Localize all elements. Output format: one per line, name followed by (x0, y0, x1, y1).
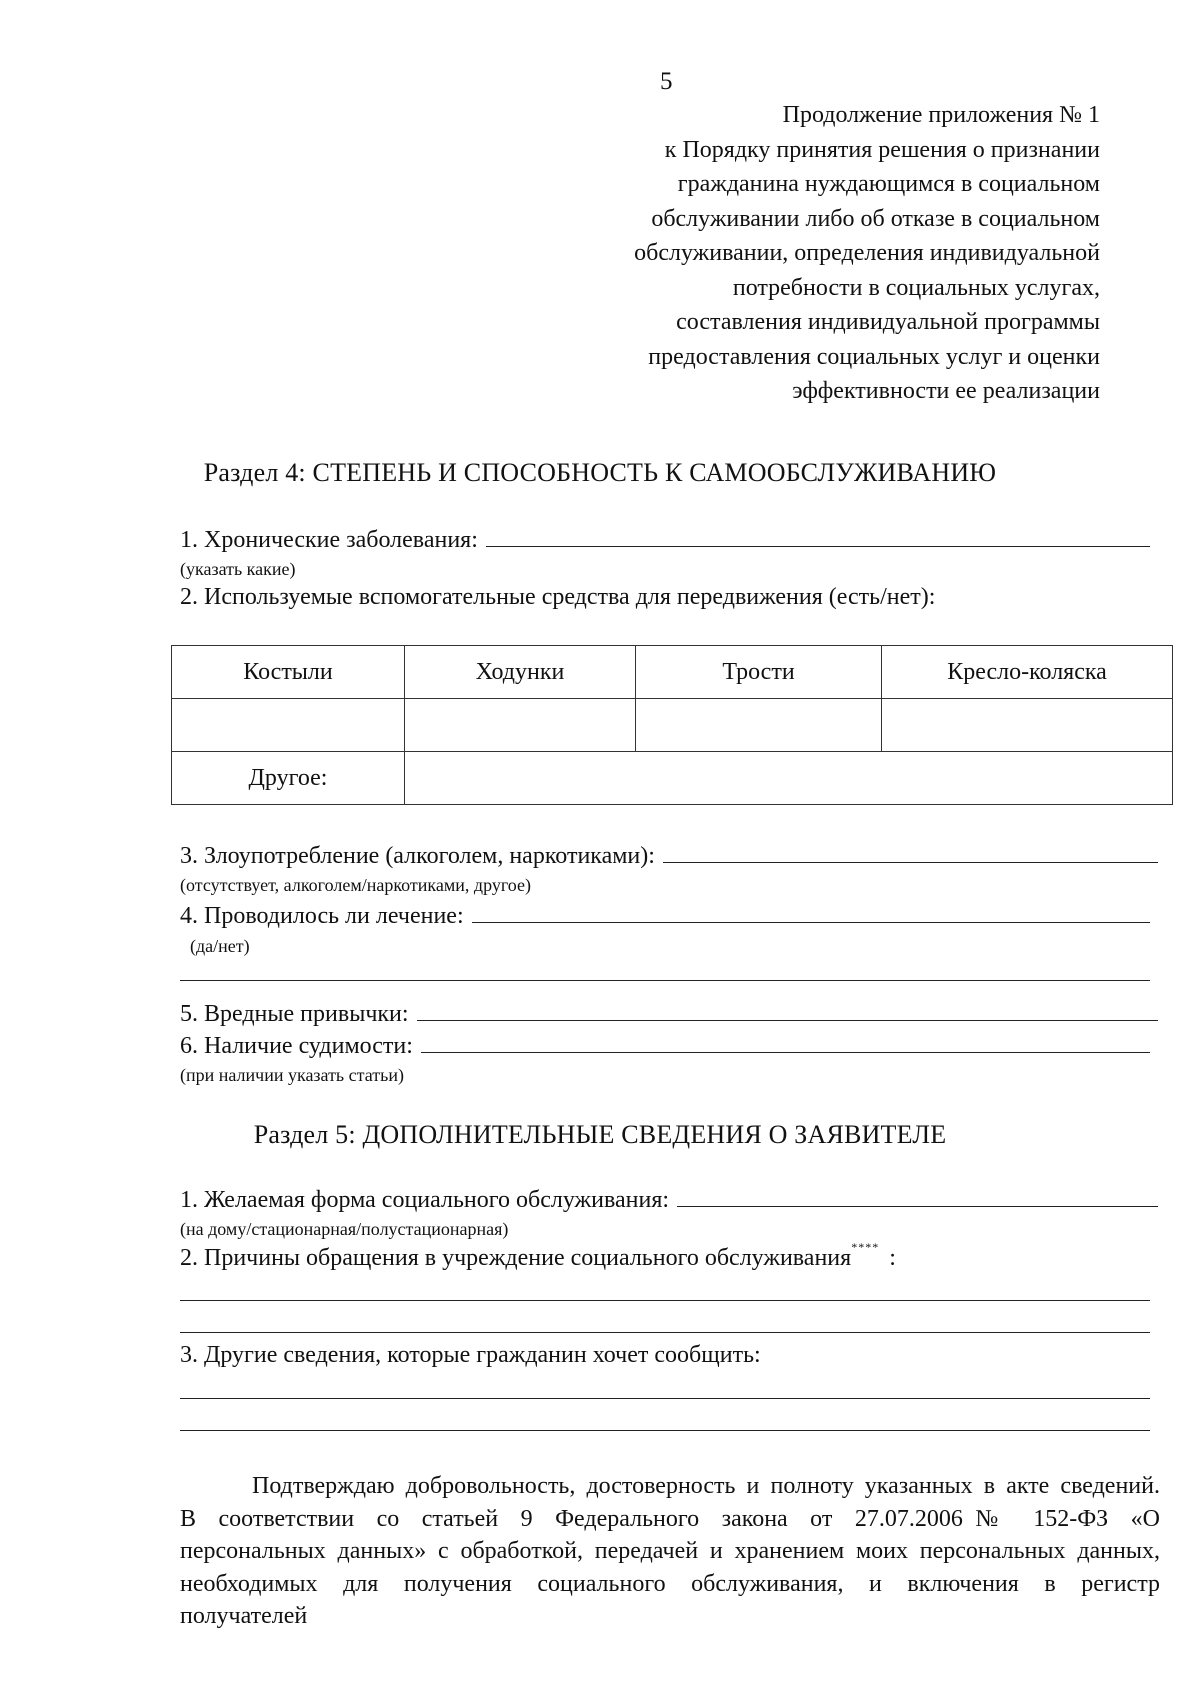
table-row (172, 646, 1173, 699)
table-header-crutches: Костыли (172, 646, 405, 699)
appendix-line: гражданина нуждающимся в социальном (677, 171, 1100, 197)
mobility-aids-label-text: 2. Используемые вспомогательные средства для передвижения (есть/нет): (180, 584, 936, 610)
treatment-label: 4. Проводилось ли лечение: (180, 903, 464, 929)
treatment-hint: (да/нет) (190, 936, 250, 956)
mobility-aids-label (180, 584, 935, 611)
treatment-input-line[interactable] (472, 902, 1150, 923)
mobility-aids-table (171, 645, 1173, 805)
appendix-line: обслуживании, определения индивидуальной (634, 240, 1100, 266)
table-row (172, 699, 1173, 752)
reasons-label: 2. Причины обращения в учреждение социального обслуживания (180, 1245, 852, 1271)
table-header-wheelchair: Кресло-коляска (882, 646, 1173, 699)
criminal-record-label: 6. Наличие судимости: (180, 1033, 413, 1059)
canes-cell[interactable] (636, 699, 882, 752)
other-info-input-line-1[interactable] (180, 1398, 1150, 1399)
criminal-record-hint: (при наличии указать статьи) (180, 1065, 404, 1085)
appendix-line: Продолжение приложения № 1 (782, 102, 1100, 128)
other-aids-cell[interactable] (405, 752, 1173, 805)
chronic-diseases-label: 1. Хронические заболевания: (180, 527, 478, 553)
appendix-line: составления индивидуальной программы (676, 309, 1100, 335)
abuse-input-line[interactable] (663, 842, 1158, 863)
reasons-input-line-1[interactable] (180, 1300, 1150, 1301)
section4-title: Раздел 4: СТЕПЕНЬ И СПОСОБНОСТЬ К САМООБСЛУЖИВАНИЮ (203, 458, 997, 487)
table-row (172, 752, 1173, 805)
service-form-label: 1. Желаемая форма социального обслуживания: (180, 1187, 670, 1213)
appendix-line: к Порядку принятия решения о признании (664, 136, 1100, 163)
bad-habits-label: 5. Вредные привычки: (180, 1001, 409, 1027)
reasons-input-line-2[interactable] (180, 1332, 1150, 1333)
reasons-field (180, 1240, 896, 1272)
service-form-field (180, 1186, 1158, 1214)
other-info-field (180, 1342, 761, 1369)
service-form-hint: (на дому/стационарная/полустационарная) (180, 1219, 509, 1239)
crutches-cell[interactable] (172, 699, 405, 752)
consent-paragraph: Подтверждаю добровольность, достоверность и полноту указанных в акте сведений. В соответствии со статьей 9 Федерального закона от 27.07.2006№ 152-ФЗ «О персональных данных» с обработкой, передачей и хранением моих персональных данных, необходимых для получения социального обслуживания, и включения в регистр получателей (180, 1473, 1160, 1629)
bad-habits-input-line[interactable] (417, 1000, 1158, 1021)
table-header-canes: Трости (636, 646, 882, 699)
other-aids-label: Другое: (172, 752, 405, 805)
section5-title: Раздел 5: ДОПОЛНИТЕЛЬНЫЕ СВЕДЕНИЯ О ЗАЯВИТЕЛЕ (253, 1120, 947, 1149)
treatment-field (180, 902, 1150, 930)
bad-habits-field (180, 1000, 1158, 1028)
chronic-diseases-input-line[interactable] (486, 526, 1150, 547)
appendix-header (480, 98, 1100, 409)
reasons-colon: : (889, 1245, 896, 1271)
appendix-line: потребности в социальных услугах, (732, 274, 1100, 301)
criminal-record-field (180, 1032, 1150, 1060)
other-info-label: 3. Другие сведения, которые гражданин хочет сообщить: (180, 1342, 761, 1368)
treatment-extra-line[interactable] (180, 980, 1150, 981)
other-info-input-line-2[interactable] (180, 1430, 1150, 1431)
wheelchair-cell[interactable] (882, 699, 1173, 752)
service-form-input-line[interactable] (677, 1186, 1158, 1207)
page-number: 5 (660, 68, 673, 95)
abuse-hint: (отсутствует, алкоголем/наркотиками, другое) (180, 875, 531, 895)
chronic-diseases-hint: (указать какие) (180, 559, 296, 579)
chronic-diseases-field (180, 526, 1150, 554)
abuse-field (180, 842, 1158, 870)
footnote-marks: **** (851, 1240, 880, 1254)
table-header-walkers: Ходунки (405, 646, 636, 699)
appendix-line: обслуживании либо об отказе в социальном (651, 205, 1100, 232)
criminal-record-input-line[interactable] (421, 1032, 1150, 1053)
appendix-line: эффективности ее реализации (792, 378, 1100, 404)
walkers-cell[interactable] (405, 699, 636, 752)
abuse-label: 3. Злоупотребление (алкоголем, наркотиками): (180, 843, 655, 869)
appendix-line: предоставления социальных услуг и оценки (648, 343, 1100, 370)
